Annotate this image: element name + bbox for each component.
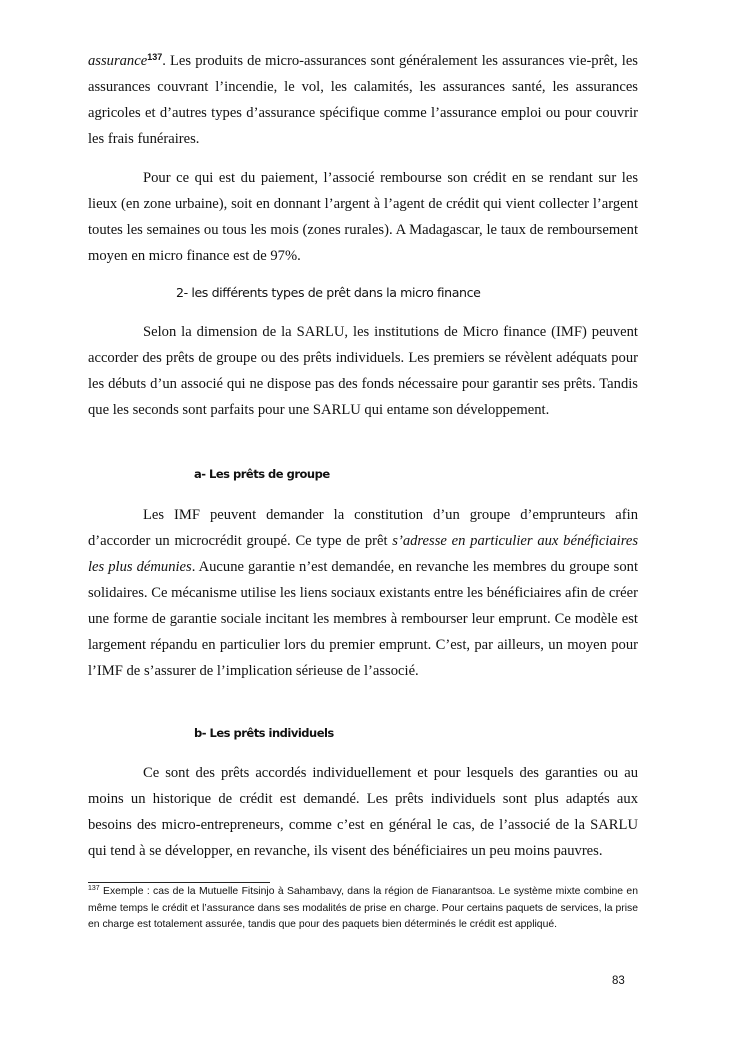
- paragraph-text: Les IMF peuvent demander la constitution d’un groupe d’emprunteurs afin d’accorder un microcrédit groupé. Ce type de prêt: [88, 507, 638, 549]
- assurance-term: assurance: [88, 53, 148, 69]
- footnote-number: 137: [88, 885, 100, 892]
- paragraph-text: . Les produits de micro-assurances sont généralement les assurances vie-prêt, les assurances couvrant l’incendie, le vol, les calamités, les assurances santé, les assurances agricoles et d’autres types d’assurance spécifique comme l’assurance emploi ou pour couvrir les frais funéraires.: [88, 53, 638, 147]
- section-heading: 2- les différents types de prêt dans la micro finance: [176, 285, 481, 300]
- paragraph-text: . Aucune garantie n’est demandée, en revanche les membres du groupe sont solidaires. Ce mécanisme utilise les liens sociaux existants entre les bénéficiaires afin de créer une forme de garantie sociale incitant les membres à rembourser leur emprunt. Ce modèle est largement répandu en particulier lors du premier emprunt. C’est, par ailleurs, un moyen pour l’IMF de s’assurer de l’implication sérieuse de l’associé.: [88, 559, 638, 679]
- emphasis-text: s’adresse en particulier aux bénéficiaires les plus démunies: [88, 533, 638, 575]
- footnote-separator: [88, 882, 270, 883]
- paragraph-prets-groupe: [88, 502, 638, 684]
- subheading-prets-individuels: b- Les prêts individuels: [194, 726, 334, 740]
- paragraph-paiement: Pour ce qui est du paiement, l’associé rembourse son crédit en se rendant sur les lieux (en zone urbaine), soit en donnant l’argent à l’agent de crédit qui vient collecter l’argent toutes les semaines ou tous les mois (zones rurales). A Madagascar, le taux de remboursement moyen en micro finance est de 97%.: [88, 170, 638, 264]
- footnote-text: Exemple : cas de la Mutuelle Fitsinjo à Sahambavy, dans la région de Fianarantsoa. Le système mixte combine en même temps le crédit et l’assurance dans ses modalités de prise en charge. Pour certains paquets de services, la prise en charge est totalement assurée, tandis que pour des paquets bien déterminés le crédit est appliqué.: [88, 886, 638, 930]
- paragraph-sarlu: Selon la dimension de la SARLU, les institutions de Micro finance (IMF) peuvent accorder des prêts de groupe ou des prêts individuels. Les premiers se révèlent adéquats pour les débuts d’un associé qui ne dispose pas des fonds nécessaire pour garantir ses prêts. Tandis que les seconds sont parfaits pour une SARLU qui entame son développement.: [88, 324, 638, 418]
- footnote: [88, 884, 638, 934]
- page-number: 83: [612, 975, 625, 987]
- paragraph-prets-individuels: Ce sont des prêts accordés individuellement et pour lesquels des garanties ou au moins un historique de crédit est demandé. Les prêts individuels sont plus adaptés aux besoins des micro-entrepreneurs, comme c’est en général le cas, de l’associé de la SARLU qui tend à se développer, en revanche, ils visent des bénéficiaires un peu moins pauvres.: [88, 765, 638, 859]
- subheading-prets-groupe: a- Les prêts de groupe: [194, 467, 330, 481]
- footnote-reference[interactable]: 137: [147, 52, 163, 62]
- paragraph-micro-assurance: [88, 48, 638, 152]
